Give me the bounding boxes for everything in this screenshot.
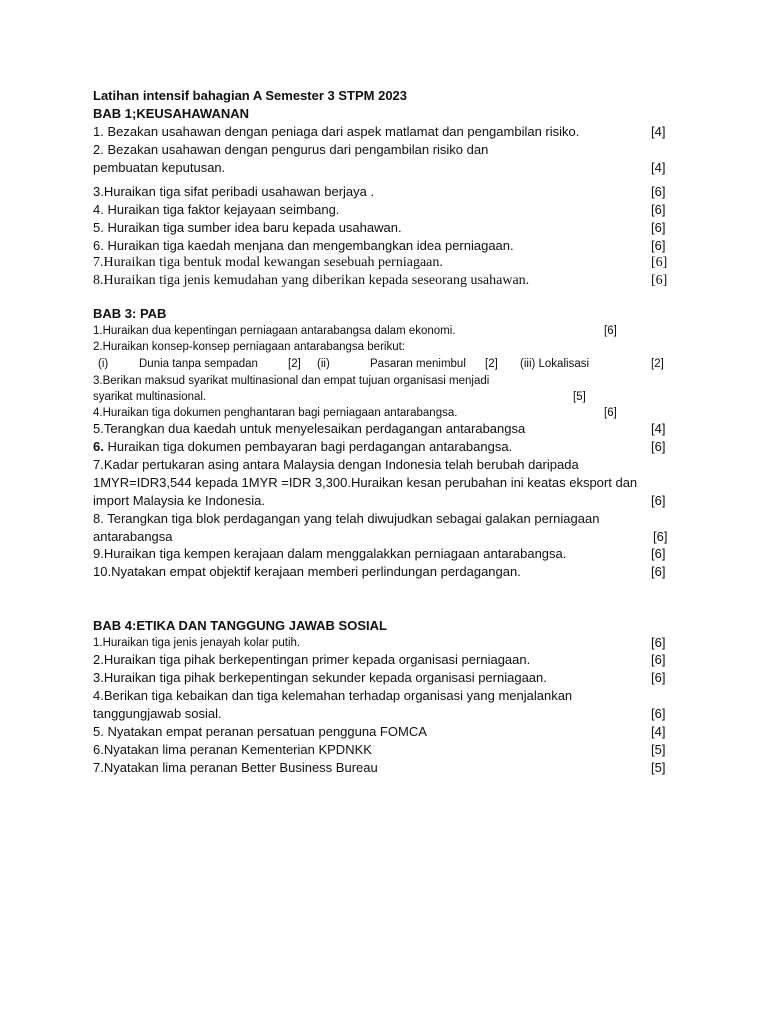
- section-heading-bab3: BAB 3: PAB: [93, 306, 167, 321]
- question-bab4-1: [93, 635, 671, 651]
- question-mark: [6]: [651, 184, 666, 199]
- question-mark: [6]: [651, 220, 666, 235]
- question-text: import Malaysia ke Indonesia.: [93, 493, 265, 508]
- question-bab4-4-cont: [93, 706, 671, 722]
- question-mark: [6]: [651, 238, 666, 253]
- item-text-i: Dunia tanpa sempadan: [139, 358, 258, 370]
- question-text: 7.Nyatakan lima peranan Better Business Bureau: [93, 760, 378, 775]
- question-text: 4.Huraikan tiga dokumen penghantaran bagi perniagaan antarabangsa.: [93, 407, 458, 419]
- question-text: 7.Huraikan tiga bentuk modal kewangan sesebuah perniagaan.: [93, 255, 443, 270]
- item-mark-iii: [2]: [651, 358, 664, 370]
- question-text: pembuatan keputusan.: [93, 160, 226, 175]
- question-bab3-3-cont: [93, 389, 671, 405]
- question-text: 5. Huraikan tiga sumber idea baru kepada usahawan.: [93, 220, 402, 235]
- item-text-iii: (iii) Lokalisasi: [520, 358, 590, 370]
- question-mark: [4]: [651, 160, 666, 175]
- question-text: 8.Huraikan tiga jenis kemudahan yang diberikan kepada seseorang usahawan.: [93, 273, 530, 288]
- question-bab1-2-cont: [93, 160, 671, 176]
- question-mark: [6]: [604, 407, 617, 419]
- question-bab1-7: [93, 255, 671, 271]
- question-bab1-8: [93, 273, 671, 289]
- question-bab3-7-cont: 1MYR=IDR3,544 kepada 1MYR =IDR 3,300.Huraikan kesan perubahan ini keatas eksport dan: [93, 475, 638, 490]
- question-bab4-6: [93, 742, 671, 758]
- question-mark: [6]: [651, 635, 666, 650]
- question-mark: [5]: [651, 760, 666, 775]
- question-text: 4. Huraikan tiga faktor kejayaan seimbang.: [93, 202, 340, 217]
- question-text: 3.Huraikan tiga pihak berkepentingan sekunder kepada organisasi perniagaan.: [93, 670, 547, 685]
- item-mark-ii: [2]: [485, 358, 498, 370]
- question-bab3-6: [93, 439, 671, 455]
- question-mark: [6]: [651, 564, 666, 579]
- question-bab1-1: [93, 124, 671, 140]
- question-text: 6.Nyatakan lima peranan Kementerian KPDNKK: [93, 742, 372, 757]
- question-bab4-5: [93, 724, 671, 740]
- question-bab1-5: [93, 220, 671, 236]
- question-mark: [6]: [604, 325, 617, 337]
- question-mark: [4]: [651, 124, 666, 139]
- document-title: Latihan intensif bahagian A Semester 3 STPM 2023: [93, 88, 408, 103]
- question-bab1-3: [93, 184, 671, 200]
- question-mark: [6]: [651, 652, 666, 667]
- section-heading-bab1: BAB 1;KEUSAHAWANAN: [93, 106, 250, 121]
- question-bab3-10: [93, 564, 671, 580]
- question-mark: [4]: [651, 724, 666, 739]
- question-text: syarikat multinasional.: [93, 391, 207, 403]
- question-bab4-4: 4.Berikan tiga kebaikan dan tiga kelemahan terhadap organisasi yang menjalankan: [93, 688, 573, 703]
- item-label-i: (i): [98, 358, 109, 370]
- question-bab3-5: [93, 421, 671, 437]
- question-mark: [5]: [573, 391, 586, 403]
- question-text: 1.Huraikan tiga jenis jenayah kolar putih.: [93, 637, 301, 649]
- question-mark: [6]: [651, 202, 666, 217]
- item-label-ii: (ii): [317, 358, 330, 370]
- question-bab3-1: [93, 323, 671, 339]
- question-bab3-8-cont: [93, 529, 671, 545]
- question-bab4-2: [93, 652, 671, 668]
- question-text: 5. Nyatakan empat peranan persatuan pengguna FOMCA: [93, 724, 427, 739]
- question-bab3-9: [93, 546, 671, 562]
- question-bab4-7: [93, 760, 671, 776]
- question-mark: [6]: [651, 706, 666, 721]
- question-text: 6. Huraikan tiga kaedah menjana dan mengembangkan idea perniagaan.: [93, 238, 514, 253]
- question-text: 9.Huraikan tiga kempen kerajaan dalam menggalakkan perniagaan antarabangsa.: [93, 546, 567, 561]
- question-bab3-8: 8. Terangkan tiga blok perdagangan yang telah diwujudkan sebagai galakan perniagaan: [93, 511, 600, 526]
- question-bab3-3: 3.Berikan maksud syarikat multinasional dan empat tujuan organisasi menjadi: [93, 375, 490, 387]
- question-mark: [6]: [651, 493, 666, 508]
- item-text-ii: Pasaran menimbul: [370, 358, 466, 370]
- question-text: 5.Terangkan dua kaedah untuk menyelesaikan perdagangan antarabangsa: [93, 421, 526, 436]
- question-mark: [6]: [651, 670, 666, 685]
- question-number: 6.: [93, 439, 104, 454]
- question-text: Huraikan tiga dokumen pembayaran bagi perdagangan antarabangsa.: [103, 439, 513, 454]
- item-mark-i: [2]: [288, 358, 301, 370]
- question-bab3-2: 2.Huraikan konsep-konsep perniagaan antarabangsa berikut:: [93, 341, 405, 353]
- question-bab4-3: [93, 670, 671, 686]
- question-bab3-7: 7.Kadar pertukaran asing antara Malaysia dengan Indonesia telah berubah daripada: [93, 457, 579, 472]
- question-text: 1.Huraikan dua kepentingan perniagaan antarabangsa dalam ekonomi.: [93, 325, 456, 337]
- question-mark: [6]: [651, 439, 666, 454]
- question-bab1-2: 2. Bezakan usahawan dengan pengurus dari pengambilan risiko dan: [93, 142, 489, 157]
- question-mark: [6]: [651, 255, 668, 270]
- section-heading-bab4: BAB 4:ETIKA DAN TANGGUNG JAWAB SOSIAL: [93, 618, 387, 633]
- question-text: tanggungjawab sosial.: [93, 706, 222, 721]
- question-mark: [6]: [651, 546, 666, 561]
- question-mark: [5]: [651, 742, 666, 757]
- question-text: 10.Nyatakan empat objektif kerajaan memberi perlindungan perdagangan.: [93, 564, 521, 579]
- question-text: 3.Huraikan tiga sifat peribadi usahawan berjaya .: [93, 184, 375, 199]
- question-mark: [6]: [651, 273, 668, 288]
- question-bab3-4: [93, 405, 671, 421]
- question-text: 2.Huraikan tiga pihak berkepentingan primer kepada organisasi perniagaan.: [93, 652, 531, 667]
- question-bab3-7-cont2: [93, 493, 671, 509]
- question-bab1-6: [93, 238, 671, 254]
- question-text: 1. Bezakan usahawan dengan peniaga dari aspek matlamat dan pengambilan risiko.: [93, 124, 580, 139]
- question-mark: [6]: [653, 529, 668, 544]
- question-text: antarabangsa: [93, 529, 173, 544]
- question-mark: [4]: [651, 421, 666, 436]
- question-bab1-4: [93, 202, 671, 218]
